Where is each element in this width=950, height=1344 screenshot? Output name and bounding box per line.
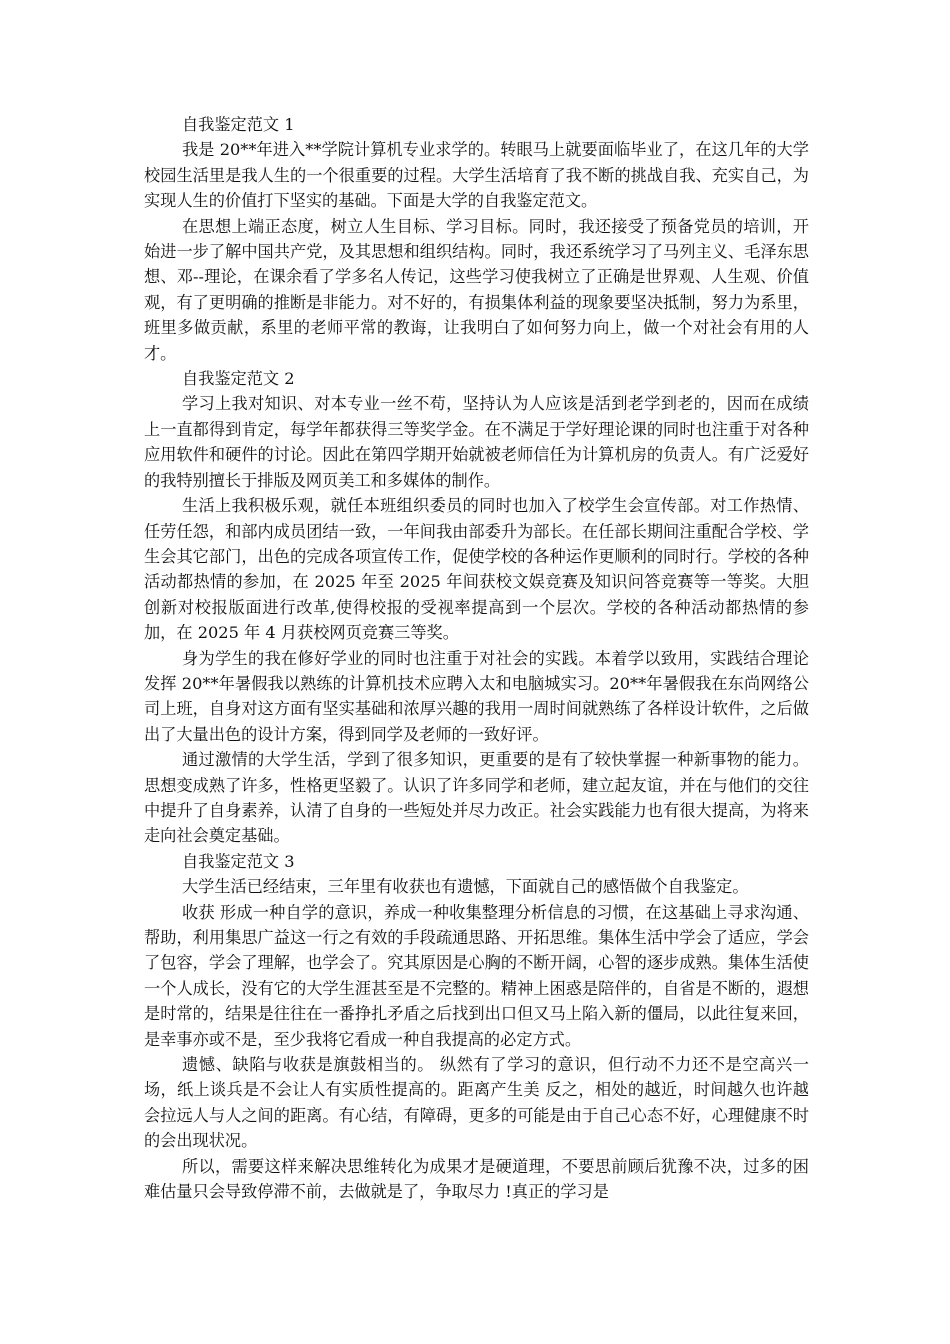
paragraph: 收获 形成一种自学的意识，养成一种收集整理分析信息的习惯，在这基础上寻求沟通、帮助，利用集思广益这一行之有效的手段疏通思路、开拓思维。集体生活中学会了适应，学会了包容，学会了理解，也学会了。究其原因是心胸的不断开阔，心智的逐步成熟。集体生活使一个人成长，没有它的大学生涯甚至是不完整的。精神上困惑是陪伴的，自省是不断的，遐想是时常的，结果是往往在一番挣扎矛盾之后找到出口但又马上陷入新的僵局，以此往复来回，是幸事亦或不是，至少我将它看成一种自我提高的必定方式。 xyxy=(144,902,809,1049)
section-3 xyxy=(144,849,809,1205)
section-heading: 自我鉴定范文 3 xyxy=(182,851,295,871)
paragraph: 学习上我对知识、对本专业一丝不苟，坚持认为人应该是活到老学到老的，因而在成绩上一直都得到肯定，每学年都获得三等奖学金。在不满足于学好理论课的同时也注重于对各种应用软件和硬件的讨论。因此在第四学期开始就被老师信任为计算机房的负责人。有广泛爱好的我特别擅长于排版及网页美工和多媒体的制作。 xyxy=(144,394,809,490)
section-heading: 自我鉴定范文 1 xyxy=(182,115,295,134)
paragraph: 在思想上端正态度，树立人生目标、学习目标。同时，我还接受了预备党员的培训，开始进一步了解中国共产党，及其思想和组织结构。同时，我还系统学习了马列主义、毛泽东思想、邓--理论，在课余看了学多名人传记，这些学习使我树立了正确是世界观、人生观、价值观，有了更明确的推断是非能力。对不好的，有损集体利益的现象要坚决抵制，努力为系里，班里多做贡献，系里的老师平常的教诲，让我明白了如何努力向上，做一个对社会有用的人才。 xyxy=(144,216,809,363)
paragraph: 我是 20**年进入**学院计算机专业求学的。转眼马上就要面临毕业了，在这几年的大学校园生活里是我人生的一个很重要的过程。大学生活培育了我不断的挑战自我、充实自己，为实现人生的价值打下坚实的基础。下面是大学的自我鉴定范文。 xyxy=(144,140,809,211)
document-body xyxy=(144,112,809,1204)
section-1 xyxy=(144,112,809,366)
paragraph: 生活上我积极乐观，就任本班组织委员的同时也加入了校学生会宣传部。对工作热情、任劳任怨，和部内成员团结一致，一年间我由部委升为部长。在任部长期间注重配合学校、学生会其它部门，出色的完成各项宣传工作，促使学校的各种运作更顺利的同时行。学校的各种活动都热情的参加，在 2025 年至 2025 年间获校文娱竞赛及知识问答竞赛等一等奖。大胆创新对校报版面进行改革,使得校报的受视率提高到一个层次。学校的各种活动都热情的参加，在 2025 年 4 月获校网页竞赛三等奖。 xyxy=(144,496,809,643)
section-2 xyxy=(144,366,809,849)
paragraph: 遗憾、缺陷与收获是旗鼓相当的。 纵然有了学习的意识，但行动不力还不是空高兴一场，纸上谈兵是不会让人有实质性提高的。距离产生美 反之，相处的越近，时间越久也许越会拉远人与人之间的距离。有心结，有障碍，更多的可能是由于自己心态不好，心理健康不时的会出现状况。 xyxy=(144,1055,809,1151)
paragraph: 所以，需要这样来解决思维转化为成果才是硬道理，不要思前顾后犹豫不决，过多的困难估量只会导致停滞不前，去做就是了，争取尽力 !真正的学习是 xyxy=(144,1156,809,1202)
paragraph: 大学生活已经结束，三年里有收获也有遗憾，下面就自己的感悟做个自我鉴定。 xyxy=(182,877,749,897)
paragraph: 通过激情的大学生活，学到了很多知识，更重要的是有了较快掌握一种新事物的能力。思想变成熟了许多，性格更坚毅了。认识了许多同学和老师，建立起友谊，并在与他们的交往中提升了自身素养，认清了自身的一些短处并尽力改正。社会实践能力也有很大提高，为将来走向社会奠定基础。 xyxy=(144,750,809,846)
section-heading: 自我鉴定范文 2 xyxy=(182,369,295,389)
paragraph: 身为学生的我在修好学业的同时也注重于对社会的实践。本着学以致用，实践结合理论发挥 20**年暑假我以熟练的计算机技术应聘入太和电脑城实习。20**年暑假我在东尚网络公司上班，自身对这方面有坚实基础和浓厚兴趣的我用一周时间就熟练了各样设计软件，之后做出了大量出色的设计方案，得到同学及老师的一致好评。 xyxy=(144,648,809,744)
